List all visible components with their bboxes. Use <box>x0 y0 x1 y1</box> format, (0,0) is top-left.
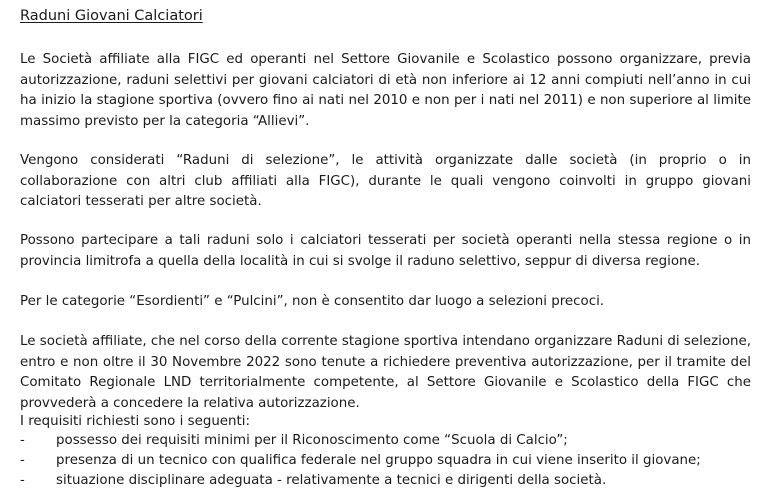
requirement-text: presenza di un tecnico con qualifica federale nel gruppo squadra in cui viene inserito il giovane; <box>56 453 701 468</box>
list-item <box>20 471 760 491</box>
paragraph-categories: Per le categorie “Esordienti” e “Pulcini”, non è consentito dar luogo a selezioni precoci. <box>20 294 605 309</box>
requirements-intro: I requisiti richiesti sono i seguenti: <box>20 414 251 429</box>
document-title: Raduni Giovani Calciatori <box>20 8 203 24</box>
bullet-dash-icon: - <box>20 433 25 448</box>
paragraph-eligibility: Le Società affiliate alla FIGC ed operanti nel Settore Giovanile e Scolastico possono organizzare, previa autorizzazione, raduni selettivi per giovani calciatori di età non inferiore ai 12 anni compiuti nell’anno in cui ha inizio la stagione sportiva (ovvero fino ai nati nel 2010 e non per i nati nel 2011) e non superiore al limite massimo previsto per la categoria “Allievi”. <box>20 52 751 129</box>
paragraph-definition: Vengono considerati “Raduni di selezione”, le attività organizzate dalle società (in proprio o in collaborazione con altri club affiliati alla FIGC), durante le quali vengono coinvolti in gruppo giovani calciatori tesserati per altre società. <box>20 153 751 209</box>
list-item <box>20 451 760 471</box>
requirement-text: situazione disciplinare adeguata - relativamente a tecnici e dirigenti della società. <box>56 473 607 488</box>
requirement-text: possesso dei requisiti minimi per il Riconoscimento come “Scuola di Calcio”; <box>56 433 568 448</box>
bullet-dash-icon: - <box>20 453 25 468</box>
paragraph-participants: Possono partecipare a tali raduni solo i calciatori tesserati per società operanti nella stessa regione o in provincia limitrofa a quella della località in cui si svolge il raduno selettivo, seppur di diversa regione. <box>20 233 751 269</box>
bullet-dash-icon: - <box>20 473 25 488</box>
requirements-list <box>20 431 760 491</box>
list-item <box>20 431 760 451</box>
paragraph-authorization: Le società affiliate, che nel corso della corrente stagione sportiva intendano organizzare Raduni di selezione, entro e non oltre il 30 Novembre 2022 sono tenute a richiedere preventiva autorizzazione, per il tramite del Comitato Regionale LND territorialmente competente, al Settore Giovanile e Scolastico della FIGC che provvederà a concedere la relativa autorizzazione. <box>20 334 751 411</box>
